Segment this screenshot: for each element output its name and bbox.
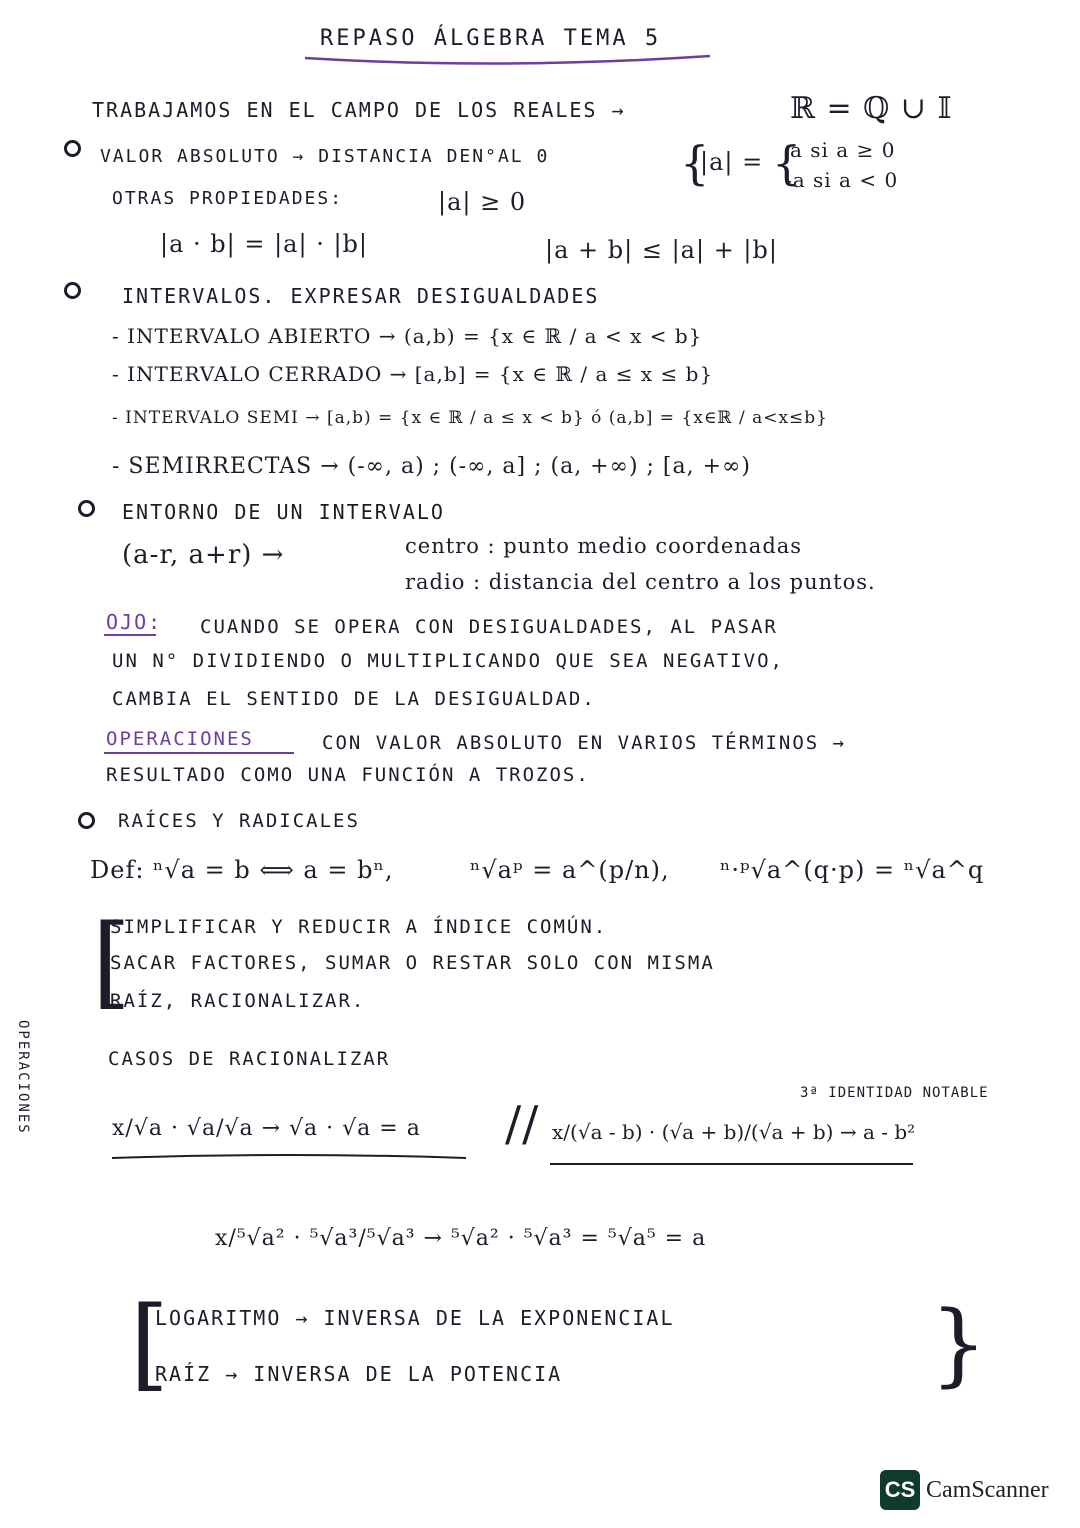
rationalize-case-2: x/(√a - b) · (√a + b)/(√a + b) → a - b² <box>552 1120 916 1144</box>
bullet-icon <box>78 500 95 517</box>
roots-side-label: OPERACIONES <box>15 1020 31 1135</box>
neighborhood-center: centro : punto medio coordenadas <box>405 534 803 558</box>
bullet-icon <box>64 140 81 157</box>
brace-icon: } <box>930 1292 988 1397</box>
bullet-icon <box>78 812 95 829</box>
abs-case-positive: a si a ≥ 0 <box>790 138 896 162</box>
abs-heading: VALOR ABSOLUTO → DISTANCIA DEN°AL 0 <box>100 146 550 167</box>
props-label: OTRAS PROPIEDADES: <box>112 188 344 209</box>
rationalize-case-1: x/√a · √a/√a → √a · √a = a <box>112 1116 421 1141</box>
roots-op-1: SIMPLIFICAR Y REDUCIR A ÍNDICE COMÚN. <box>110 916 608 938</box>
prop-triangle: |a + b| ≤ |a| + |b| <box>545 236 778 264</box>
abs-case-negative: -a si a < 0 <box>785 168 899 192</box>
camscanner-logo-icon: CS <box>880 1470 920 1510</box>
ops-line-1: CON VALOR ABSOLUTO EN VARIOS TÉRMINOS → <box>322 732 847 754</box>
note-line-3: CAMBIA EL SENTIDO DE LA DESIGUALDAD. <box>112 688 596 710</box>
roots-op-2: SACAR FACTORES, SUMAR O RESTAR SOLO CON MISMA <box>110 952 715 974</box>
camscanner-label: CamScanner <box>926 1476 1049 1503</box>
prop-product: |a · b| = |a| · |b| <box>160 230 368 258</box>
camscanner-watermark <box>880 1470 1049 1510</box>
rationalize-case-3: x/⁵√a² · ⁵√a³/⁵√a³ → ⁵√a² · ⁵√a³ = ⁵√a⁵ = a <box>215 1226 707 1251</box>
reals-set: ℝ = ℚ ∪ 𝕀 <box>790 91 953 126</box>
case1-underline <box>110 1150 470 1164</box>
ops-underline <box>104 752 294 754</box>
roots-definition: Def: ⁿ√a = b ⟺ a = bⁿ, <box>90 856 394 884</box>
rationalize-heading: CASOS DE RACIONALIZAR <box>108 1048 391 1070</box>
brace-icon: { <box>772 136 802 190</box>
brace-icon: [ <box>130 1285 170 1402</box>
neighborhood-radius: radio : distancia del centro a los puntos. <box>405 570 876 594</box>
roots-rule-1: ⁿ√aᵖ = a^(p/n), <box>470 856 670 884</box>
case-separator: // <box>505 1096 540 1152</box>
interval-closed: - INTERVALO CERRADO → [a,b] = {x ∈ ℝ / a ≤ x ≤ b} <box>112 362 714 386</box>
identity-label: 3ª IDENTIDAD NOTABLE <box>800 1085 989 1101</box>
note-line-2: UN N° DIVIDIENDO O MULTIPLICANDO QUE SEA NEGATIVO, <box>112 650 784 672</box>
neighborhood-formula: (a-r, a+r) → <box>122 540 285 570</box>
title-underline <box>300 52 720 72</box>
intervals-heading: INTERVALOS. EXPRESAR DESIGUALDADES <box>122 284 600 308</box>
interval-open: - INTERVALO ABIERTO → (a,b) = {x ∈ ℝ / a < x < b} <box>112 324 703 348</box>
note-line-1: CUANDO SE OPERA CON DESIGUALDADES, AL PASAR <box>200 616 778 638</box>
case2-underline <box>548 1156 918 1170</box>
bullet-icon <box>64 282 81 299</box>
interval-rays: - SEMIRRECTAS → (-∞, a) ; (-∞, a] ; (a, +∞) ; [a, +∞) <box>112 454 751 479</box>
ops-line-2: RESULTADO COMO UNA FUNCIÓN A TROZOS. <box>106 764 590 786</box>
brace-icon: { <box>680 136 710 190</box>
neighborhood-heading: ENTORNO DE UN INTERVALO <box>122 500 445 524</box>
page-title: REPASO ÁLGEBRA TEMA 5 <box>320 26 662 51</box>
roots-op-3: RAÍZ, RACIONALIZAR. <box>110 990 366 1012</box>
abs-definition: |a| = <box>700 148 764 176</box>
inverse-line-2: RAÍZ → INVERSA DE LA POTENCIA <box>155 1362 563 1386</box>
interval-semi: - INTERVALO SEMI → [a,b) = {x ∈ ℝ / a ≤ x < b} ó (a,b] = {x∈ℝ / a<x≤b} <box>112 408 828 428</box>
roots-heading: RAÍCES Y RADICALES <box>118 810 360 832</box>
brace-icon: [ <box>92 903 132 1020</box>
ops-label: OPERACIONES <box>106 728 254 750</box>
note-label: OJO: <box>106 610 163 634</box>
intro-text: TRABAJAMOS EN EL CAMPO DE LOS REALES → <box>92 98 626 122</box>
roots-rule-2: ⁿ·ᵖ√a^(q·p) = ⁿ√a^q <box>720 856 985 884</box>
inverse-line-1: LOGARITMO → INVERSA DE LA EXPONENCIAL <box>155 1306 675 1330</box>
note-underline <box>104 634 156 636</box>
prop-nonnegative: |a| ≥ 0 <box>438 188 527 216</box>
